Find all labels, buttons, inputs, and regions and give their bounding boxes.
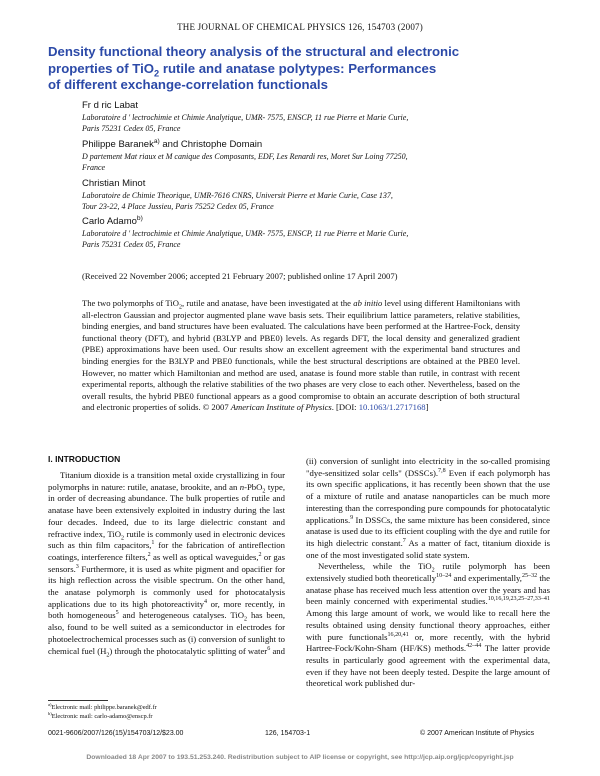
citation-link[interactable]: 4	[203, 598, 207, 605]
email-link[interactable]: Electronic mail: carlo-adamo@enscp.fr	[51, 713, 153, 720]
footnote-a: $^{a)}$Electronic mail: philippe.baranek@edf.fr	[48, 701, 157, 711]
citation-link[interactable]: 10–24	[436, 573, 452, 580]
footer-issn: 0021-9606/2007/126(15)/154703/12/$23.00	[48, 730, 184, 737]
title-line-2: properties of TiO$_2$ rutile and anatase polytypes: Performances	[48, 60, 437, 79]
citation-link[interactable]: 25–32	[521, 573, 538, 580]
citation-link[interactable]: 42–44	[466, 643, 482, 650]
citation-link[interactable]: 5	[115, 610, 119, 617]
footnote-marker[interactable]: a)	[153, 137, 160, 145]
citation-link[interactable]: 10,16,19,23,25–27,33–41	[487, 596, 550, 603]
citation-link[interactable]: 2	[258, 552, 262, 559]
title-line-3: of different exchange-correlation functionals	[48, 77, 328, 92]
author-affiliation: D partement Mat riaux et M canique des Composants, EDF, Les Renardi res, Moret Sur Loing 77250, France	[82, 152, 408, 172]
citation-link[interactable]: 1	[151, 540, 155, 547]
author-name: Fr d ric Labat	[82, 100, 138, 111]
author-affiliation: Laboratoire de Chimie Theorique, UMR-7616 CNRS, Universit Pierre et Marie Curie, Case 137, Tour 23-22, 4 Place Jussieu, Paris 75252 Cedex 05, France	[82, 191, 393, 211]
citation-link[interactable]: 7,8	[438, 467, 446, 474]
journal-header: THE JOURNAL OF CHEMICAL PHYSICS 126, 154703 (2007)	[177, 22, 423, 32]
footer-page-number: 126, 154703-1	[265, 730, 311, 737]
body-column-right	[306, 456, 550, 690]
citation-link[interactable]: 9	[350, 514, 354, 521]
citation-link[interactable]: 3	[75, 563, 79, 570]
download-notice: Downloaded 18 Apr 2007 to 193.51.253.240. Redistribution subject to AIP license or copyright, see http://jcp.aip.org/jcp/copyright.jsp	[86, 754, 514, 761]
footnote-marker[interactable]: b)	[136, 214, 143, 222]
footer-copyright: © 2007 American Institute of Physics	[420, 730, 535, 737]
abstract: The two polymorphs of TiO$_2$, rutile and anatase, have been investigated at the ab initio level using different Hamiltonians with all-electron Gaussian and projector augmented plane wave basis sets. Their equilibrium lattice parameters, relative stabilities, binding energies, and band structures have been evaluated. The calculations have been performed at the Hartree-Fock, density functional theory (DFT), and hybrid (B3LYP and PBE0) levels. As regards DFT, the local density and generalized gradient (PBE) approximations have been used. Our results show an excellent agreement with the experimental band structures and binding energies for the B3LYP and PBE0 functionals, while the best structural descriptions are obtained at the PBE0 level. However, no matter which Hamiltonian and method are used, anatase is found more stable than rutile, in contrast with recent experimental reports, although the relative stabilities of the two phases are very close to each other. Nevertheless, based on the overall results, the hybrid PBE0 functional appears as a good compromise to obtain an accurate description of both structural and electronic properties of solids. © 2007 American Institute of Physics. [DOI: 10.1063/1.2717168]	[82, 298, 520, 413]
footnote-b: $^{b)}$Electronic mail: carlo-adamo@enscp.fr	[48, 710, 153, 720]
author-affiliation: Laboratoire d ' lectrochimie et Chimie Analytique, UMR- 7575, ENSCP, 11 rue Pierre et Marie Curie, Paris 75231 Cedex 05, France	[82, 229, 409, 249]
paragraph: (ii) conversion of sunlight into electricity in the so-called promising "dye-sensitized solar cells" (DSSCs).$^{7,8}$ Even if each polymorph has its own specific applications, it has recently been shown that the use of a mixture of rutile and anatase nanoparticles can be much more interesting than the corresponding pure compounds for photocatalytic applications.$^9$ In DSSCs, the same mixture has been considered, since anatase is used due to its efficient coupling with the dye and rutile for its high dielectric constant.$^7$ As a matter of fact, titanium dioxide is one of the most investigated solid state system.	[306, 456, 551, 560]
doi-link[interactable]: 10.1063/1.2717168	[358, 402, 426, 413]
author-name: Philippe Baranek$^{a)}$ and Christophe Domain	[82, 137, 263, 150]
author-affiliation: Laboratoire d ' lectrochimie et Chimie Analytique, UMR- 7575, ENSCP, 11 rue Pierre et Marie Curie, Paris 75231 Cedex 05, France	[82, 113, 409, 133]
body-column-left: Titanium dioxide is a transition metal oxide crystallizing in four polymorphs in nature: rutile, anatase, brookite, and an n-PbO$_2$ type, in order of decreasing abundance. The bulk properties of rutile and anatase have been extensively exploited in industry during the last four decades. Indeed, due to its large dielectric constant and refractive index, TiO$_2$ rutile is commonly used in electronic devices such as thin film capacitors,$^1$ for the fabrication of antireflection coatings, interference filters,$^2$ as well as optical waveguides,$^2$ or gas sensors.$^3$ Furthermore, it is used as white pigment and opacifier for its high reflection across the visible spectrum. On the other hand, the anatase polymorph is commonly used for photocatalysis applications due to its high photoreactivity$^4$ or, more recently, in both homogeneous$^5$ and heterogeneous catalyses. TiO$_2$ has been, also, found to be well suited as a semiconductor in electrodes for photoelectrochemical processes such as (i) conversion of sunlight to chemical fuel $(H_2)$ through the photocatalytic splitting of water$^6$ and	[48, 470, 286, 659]
paper-title	[48, 44, 568, 94]
title-line-1: Density functional theory analysis of the structural and electronic	[48, 44, 460, 59]
footnote-divider	[48, 700, 108, 701]
section-heading: I. INTRODUCTION	[48, 454, 121, 464]
paragraph: Nevertheless, while the TiO$_2$ rutile polymorph has been extensively studied both theoretically$^{10-24}$ and experimentally,$^{25-32}$ the anatase phase has received much less attention over the years and has been mainly concerned with experimental studies.$^{10,16,19,23,25-27,33-41}$ Among this large amount of work, we would like to recall here the results obtained using density functional theory approaches, either with pure functionals$^{16,20,41}$ or, more recently, with the hybrid Hartree-Fock/Kohn-Sham (HF/KS) methods.$^{42-44}$ The latter provide results in particularly good agreement with the experimental data, even if they have not been deeply tested. Despite the large amount of theoretical work published dur-	[306, 561, 550, 689]
email-link[interactable]: Electronic mail: philippe.baranek@edf.fr	[51, 704, 157, 711]
citation-link[interactable]: 7	[402, 538, 406, 545]
citation-link[interactable]: 2	[147, 552, 151, 559]
received-dates: (Received 22 November 2006; accepted 21 February 2007; published online 17 April 2007)	[82, 271, 398, 281]
author-name: Christian Minot	[82, 178, 146, 189]
citation-link[interactable]: 6	[267, 645, 271, 652]
author-name: Carlo Adamo$^{b)}$	[82, 214, 143, 227]
citation-link[interactable]: 16,20,41	[387, 631, 409, 638]
